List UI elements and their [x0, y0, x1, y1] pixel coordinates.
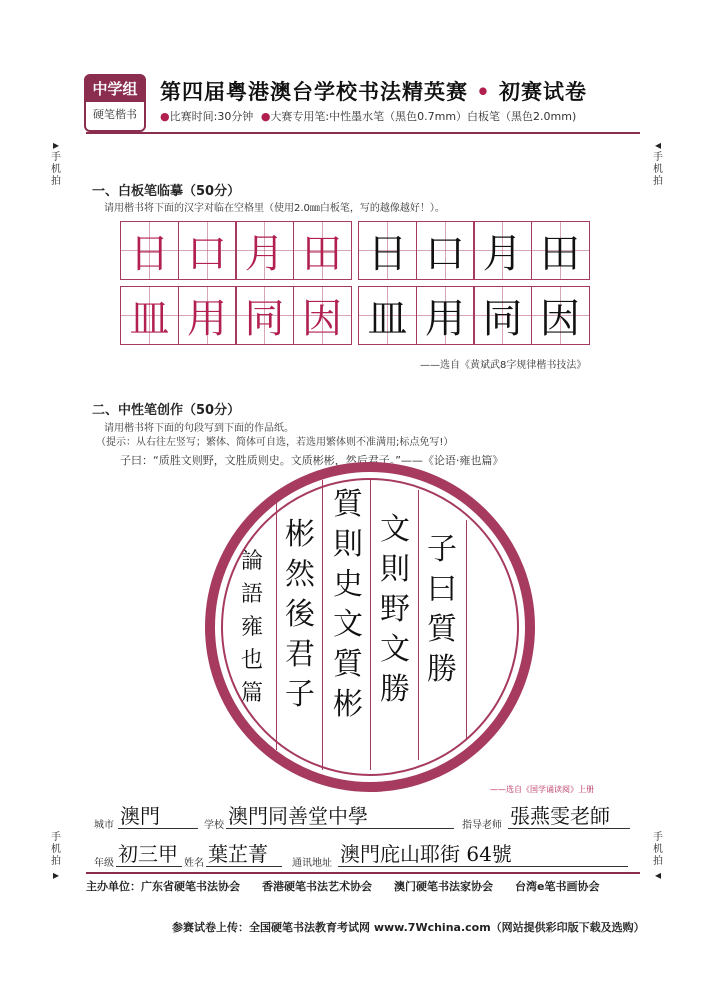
arrow-icon: ◂: [654, 138, 662, 152]
column-divider: [276, 500, 277, 750]
work-character: 質: [333, 647, 363, 682]
teacher-underline: [508, 828, 630, 829]
address-underline: [338, 866, 628, 867]
work-small-note: ——选自《国学诵读阅》上册: [490, 785, 594, 794]
model-cell: 同: [235, 286, 294, 345]
work-character: 子: [285, 677, 315, 712]
work-character: 後: [285, 597, 315, 632]
exam-time: 比赛时间:30分钟: [169, 110, 254, 123]
phone-marker-left-top: [50, 138, 62, 188]
school-label: 学校: [204, 820, 224, 831]
grade-label: 年级: [94, 858, 114, 869]
teacher-value: 張燕雯老師: [510, 804, 610, 828]
phone-label: 手机拍: [653, 152, 663, 187]
model-cell: 用: [178, 286, 237, 345]
practice-cell: 皿: [358, 286, 417, 345]
city-value: 澳門: [120, 804, 160, 828]
practice-cell: 因: [531, 286, 590, 345]
exam-info: ●比赛时间:30分钟 ●大赛专用笔:中性墨水笔（黑色0.7mm）白板笔（黑色2.0mm): [160, 110, 577, 123]
section1-source: ——选自《黄斌武8字规律楷书技法》: [420, 360, 587, 371]
teacher-label: 指导老师: [462, 820, 502, 831]
section2-instruction-1: 请用楷书将下面的句段写到下面的作品纸。: [104, 423, 294, 434]
phone-label: 手机拍: [653, 832, 663, 867]
name-underline: [206, 866, 282, 867]
page-title: 第四届粤港澳台学校书法精英赛 • 初赛试卷: [160, 79, 588, 104]
work-character: 彬: [333, 687, 363, 722]
arrow-icon: ▸: [52, 138, 60, 152]
exam-pens: 大赛专用笔:中性墨水笔（黑色0.7mm）白板笔（黑色2.0mm): [270, 110, 577, 123]
column-divider: [466, 520, 467, 740]
address-label: 通讯地址: [292, 858, 332, 869]
grid-row-1: [120, 221, 588, 280]
work-character: 則: [333, 527, 363, 562]
address-value: 澳門庇山耶街 64號: [340, 842, 512, 866]
group-sub-label: 硬笔楷书: [93, 108, 137, 121]
work-character: 論: [240, 549, 263, 574]
work-character: 雍: [240, 615, 263, 640]
model-cell: 田: [293, 221, 352, 280]
work-character: 則: [380, 552, 410, 587]
work-column-1: [420, 530, 464, 690]
phone-marker-right-top: [652, 138, 664, 188]
section2-title: 二、中性笔创作（50分）: [92, 403, 241, 418]
school-value: 澳門同善堂中學: [228, 804, 368, 828]
model-cell: 口: [178, 221, 237, 280]
work-character: 文: [380, 512, 410, 547]
arrow-icon: ◂: [654, 868, 662, 882]
work-character: 質: [427, 612, 457, 647]
grade-underline: [116, 866, 182, 867]
practice-grid: [120, 221, 588, 345]
arrow-icon: ▸: [52, 868, 60, 882]
bottom-divider: [86, 872, 640, 874]
work-character: 也: [240, 648, 263, 673]
column-divider: [418, 490, 419, 760]
work-character: 質: [333, 487, 363, 522]
work-character: 史: [333, 567, 363, 602]
work-character: 君: [285, 637, 315, 672]
work-character: 勝: [380, 672, 410, 707]
work-column-2: [373, 510, 417, 710]
practice-cell: 同: [473, 286, 532, 345]
section2-instruction-2: （提示：从右往左竖写；繁体、简体可自选，若选用繁体则不准满用;标点免写!）: [96, 437, 454, 448]
work-character: 然: [285, 557, 315, 592]
work-character: 篇: [240, 681, 263, 706]
group-badge: [84, 74, 146, 132]
section1-title: 一、白板笔临摹（50分）: [92, 184, 241, 199]
phone-label: 手机拍: [51, 832, 61, 867]
column-divider: [322, 480, 323, 770]
practice-cell: 日: [358, 221, 417, 280]
phone-label: 手机拍: [51, 152, 61, 187]
work-character: 子: [427, 532, 457, 567]
title-main: 第四届粤港澳台学校书法精英赛: [160, 79, 468, 104]
phone-marker-right-bottom: [652, 832, 664, 882]
grade-value: 初三甲: [118, 842, 178, 866]
section2-quote: 子曰：“质胜文则野，文胜质则史。文质彬彬，然后君子。”——《论语·雍也篇》: [120, 454, 504, 467]
name-label: 姓名: [184, 858, 204, 869]
work-column-5: [230, 545, 274, 710]
work-character: 勝: [427, 652, 457, 687]
work-character: 文: [380, 632, 410, 667]
work-character: 語: [240, 582, 263, 607]
model-cell: 皿: [120, 286, 179, 345]
school-underline: [226, 828, 454, 829]
work-column-3: [326, 485, 370, 725]
section1-instruction: 请用楷书将下面的汉字对临在空格里（使用2.0㎜白板笔，写的越像越好！）。: [104, 203, 445, 214]
practice-cell: 口: [416, 221, 475, 280]
work-column-4: [278, 515, 322, 715]
practice-cell: 月: [473, 221, 532, 280]
model-cell: 因: [293, 286, 352, 345]
title-suffix: 初赛试卷: [499, 79, 588, 104]
footer-upload-info: 参赛试卷上传：全国硬笔书法教育考试网 www.7Wchina.com（网站提供彩印版下载及选购）: [172, 921, 645, 934]
group-label: 中学组: [86, 76, 144, 102]
city-label: 城市: [94, 820, 114, 831]
work-character: 曰: [427, 572, 457, 607]
city-underline: [118, 828, 198, 829]
header-divider: [86, 132, 640, 134]
column-divider: [370, 480, 371, 770]
organizers: 主办单位：广东省硬笔书法协会 香港硬笔书法艺术协会 澳门硬笔书法家协会 台湾e笔书画协会: [86, 880, 600, 893]
model-cell: 月: [235, 221, 294, 280]
practice-cell: 用: [416, 286, 475, 345]
grid-row-2: [120, 286, 588, 345]
work-character: 彬: [285, 517, 315, 552]
work-character: 文: [333, 607, 363, 642]
work-character: 野: [380, 592, 410, 627]
name-value: 葉芷菁: [208, 842, 268, 866]
practice-cell: 田: [531, 221, 590, 280]
model-cell: 日: [120, 221, 179, 280]
phone-marker-left-bottom: [50, 832, 62, 882]
